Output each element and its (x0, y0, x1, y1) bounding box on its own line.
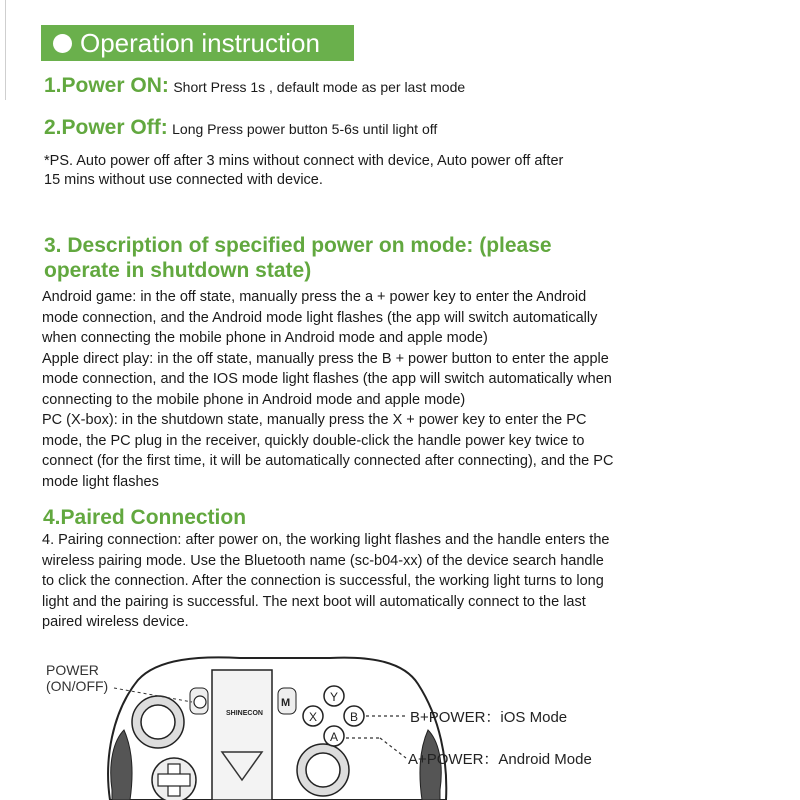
ps-note (44, 152, 563, 190)
section3-line: Apple direct play: in the off state, manually press the B + power button to enter the apple (42, 350, 609, 367)
left-stick (141, 705, 175, 739)
b-button-label: B (350, 710, 359, 724)
power-on-heading: 1.Power ON: (44, 74, 169, 97)
power-on-text: Short Press 1s , default mode as per last mode (173, 79, 466, 95)
section3-line: connecting to the mobile phone in Android mode and apple mode) (42, 391, 466, 408)
power-off-line (44, 116, 437, 140)
power-on-line (44, 74, 465, 98)
power-label-line: POWER (46, 662, 99, 678)
section4-body (42, 530, 609, 633)
section3-line: mode connection, and the IOS mode light flashes (the app will switch automatically when (42, 371, 612, 387)
operation-banner (41, 25, 354, 61)
b-power-mode-label: B+POWER：iOS Mode (410, 709, 568, 726)
section4-line: wireless pairing mode. Use the Bluetooth name (sc-b04-xx) of the device search handle (42, 552, 604, 569)
section3-line: mode connection, and the Android mode light flashes (the app will switch automatically (42, 309, 598, 326)
m-button-label: M (281, 697, 291, 709)
power-off-heading: 2.Power Off: (44, 116, 168, 139)
section3-line: PC (X-box): in the shutdown state, manually press the X + power key to enter the PC (42, 412, 587, 428)
section3-body (42, 287, 613, 492)
banner-title: Operation instruction (80, 27, 320, 58)
section4-line: paired wireless device. (42, 614, 189, 630)
section3-heading-line: 3. Description of specified power on mode: (please (44, 234, 552, 257)
section3-line: Android game: in the off state, manually press the a + power key to enter the Android (42, 289, 587, 305)
bullet-icon (53, 34, 72, 53)
power-button (194, 696, 206, 708)
right-stick (306, 753, 340, 787)
ps-note-line: *PS. Auto power off after 3 mins without connect with device, Auto power off after (44, 153, 564, 169)
section4-line: to click the connection. After the connection is successful, the working light turns to long (42, 573, 604, 589)
section3-line: connect (for the first time, it will be automatically connected after connecting), and the PC (42, 453, 614, 469)
page-edge-line (0, 0, 6, 100)
section3-line: when connecting the mobile phone in Android mode and apple mode) (42, 330, 488, 346)
section3-line: mode, the PC plug in the receiver, quickly double-click the handle power key twice to (42, 432, 585, 449)
section3-line: mode light flashes (42, 473, 159, 490)
brand-text: SHINECON (226, 710, 263, 717)
power-label-line: (ON/OFF) (46, 678, 109, 694)
ps-note-line: 15 mins without use connected with device. (44, 172, 323, 188)
section4-line: light and the pairing is successful. The next boot will automatically connect to the last (42, 593, 586, 610)
dpad-horizontal (158, 774, 190, 786)
y-button-label: Y (330, 690, 339, 704)
section4-line: 4. Pairing connection: after power on, the working light flashes and the handle enters the (42, 532, 610, 548)
a-button-label: A (330, 730, 339, 744)
section4-heading: 4.Paired Connection (43, 506, 247, 529)
controller-diagram (0, 640, 800, 800)
section3-heading (44, 233, 552, 283)
a-power-mode-label: A+POWER：Android Mode (408, 751, 592, 768)
section3-heading-line: operate in shutdown state) (44, 259, 312, 282)
x-button-label: X (309, 710, 318, 724)
power-off-text: Long Press power button 5-6s until light off (172, 121, 438, 137)
